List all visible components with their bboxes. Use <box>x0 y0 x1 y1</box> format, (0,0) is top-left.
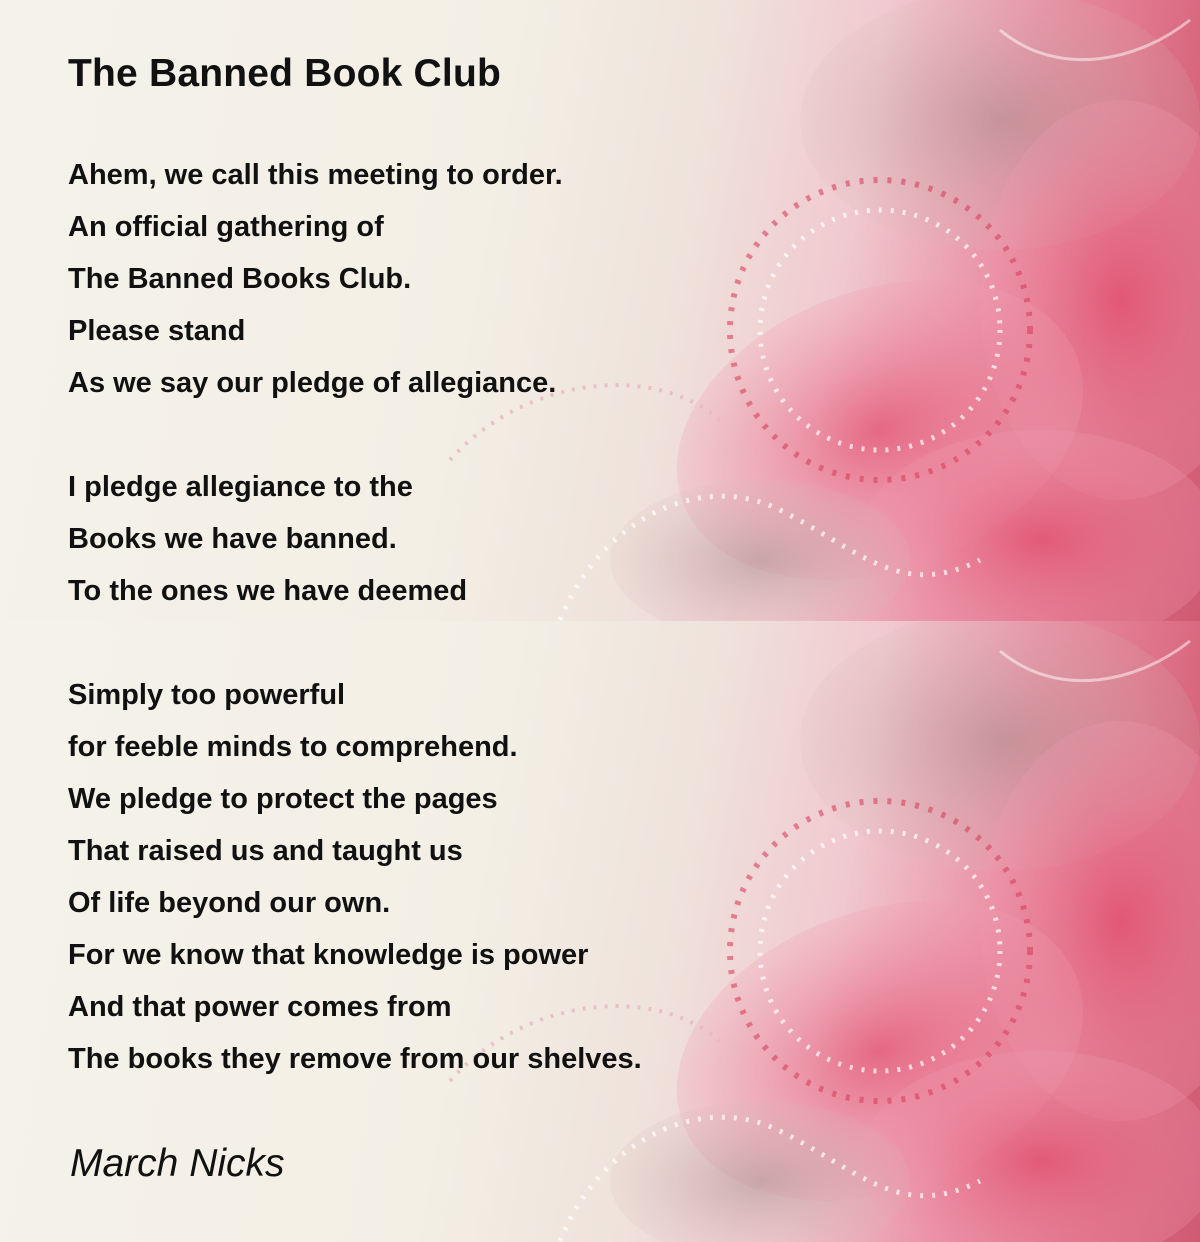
poem-title: The Banned Book Club <box>68 52 501 95</box>
poem-line: That raised us and taught us <box>68 835 463 867</box>
poem-line: I pledge allegiance to the <box>68 471 413 503</box>
poem-line: The books they remove from our shelves. <box>68 1043 642 1075</box>
poem-line: The Banned Books Club. <box>68 263 412 295</box>
poem-line: For we know that knowledge is power <box>68 939 589 971</box>
poem-line: To the ones we have deemed <box>68 575 468 607</box>
poem-line: And that power comes from <box>68 991 452 1023</box>
poem-line: As we say our pledge of allegiance. <box>68 367 557 399</box>
poem-line: Simply too powerful <box>68 679 346 711</box>
poem-author: March Nicks <box>70 1142 285 1185</box>
poem-line: An official gathering of <box>68 211 384 243</box>
poem-line: We pledge to protect the pages <box>68 783 498 815</box>
poem-line: Of life beyond our own. <box>68 887 391 919</box>
poem-line: for feeble minds to comprehend. <box>68 731 518 763</box>
poem-line: Please stand <box>68 315 246 347</box>
poem-line: Ahem, we call this meeting to order. <box>68 159 563 191</box>
poem-line: Books we have banned. <box>68 523 397 555</box>
